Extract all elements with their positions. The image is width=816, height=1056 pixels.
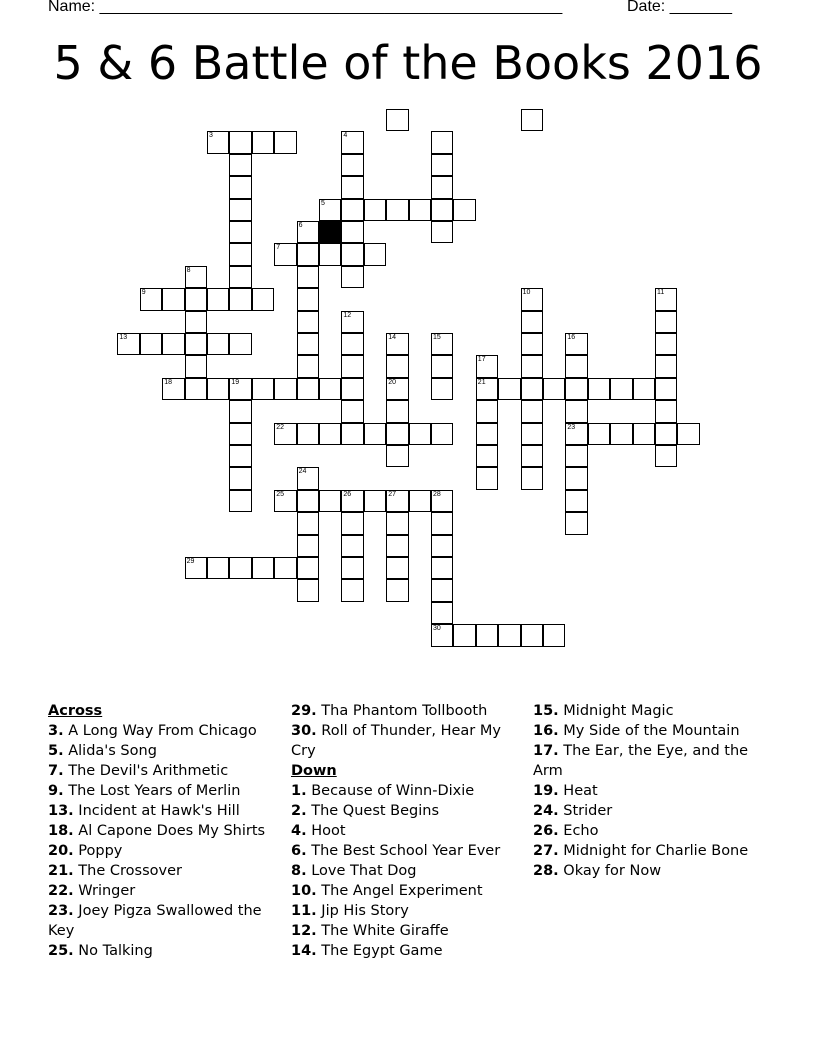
clue-item-text: Strider <box>563 803 613 819</box>
grid-cell[interactable] <box>521 445 543 467</box>
clue-number: 29 <box>186 558 195 565</box>
grid-cell[interactable] <box>341 557 363 579</box>
clue-item-text: Okay for Now <box>563 863 662 879</box>
down-heading: Down <box>291 763 337 779</box>
grid-cell[interactable] <box>229 333 251 355</box>
clue-number: 10 <box>522 289 531 297</box>
grid-cell[interactable] <box>341 490 363 512</box>
clue-item-text: Jip His Story <box>321 903 409 919</box>
grid-cell[interactable] <box>386 355 408 377</box>
clue-item-number: 13. <box>48 803 74 819</box>
clue-item-text: Midnight for Charlie Bone <box>563 843 749 859</box>
clue-number: 7 <box>276 244 281 252</box>
clue-number: 26 <box>343 490 352 498</box>
grid-cell[interactable] <box>297 423 319 445</box>
grid-cell[interactable] <box>610 423 632 445</box>
clue-item <box>48 801 276 821</box>
grid-cell[interactable] <box>431 378 453 400</box>
clue-number: 23 <box>567 423 576 431</box>
grid-cell[interactable] <box>229 243 251 265</box>
grid-cell[interactable] <box>319 490 341 512</box>
clue-item-text: Hoot <box>311 823 346 839</box>
grid-cell[interactable] <box>364 423 386 445</box>
clue-number: 13 <box>119 334 128 341</box>
grid-cell[interactable] <box>364 199 386 221</box>
grid-cell[interactable] <box>565 467 587 489</box>
clue-item-text: The Crossover <box>78 863 182 879</box>
clue-number: 27 <box>388 490 396 498</box>
grid-cell[interactable] <box>498 378 520 400</box>
grid-cell[interactable] <box>207 131 229 153</box>
grid-cell[interactable] <box>229 445 251 467</box>
clue-item-text: Poppy <box>78 843 123 859</box>
clue-number: 3 <box>209 132 213 140</box>
clue-item-number: 22. <box>48 883 74 899</box>
clue-item-text: The Egypt Game <box>321 943 443 959</box>
grid-cell[interactable] <box>431 131 453 153</box>
grid-cell[interactable] <box>565 445 587 467</box>
grid-cell[interactable] <box>521 333 543 355</box>
grid-cell[interactable] <box>431 490 453 512</box>
clue-item-text: Incident at Hawk's Hill <box>78 803 240 819</box>
clue-item-text: The Devil's Arithmetic <box>68 763 229 779</box>
clue-item <box>48 861 276 881</box>
clue-item-number: 27. <box>533 843 559 859</box>
grid-black-cell <box>319 221 341 243</box>
clue-item-text: The White Giraffe <box>321 923 449 939</box>
grid-cell[interactable] <box>521 467 543 489</box>
grid-cell[interactable] <box>431 602 453 624</box>
clue-number: 4 <box>343 132 348 140</box>
clue-item <box>533 781 768 801</box>
clue-number: 20 <box>388 378 396 386</box>
grid-cell[interactable] <box>185 333 207 355</box>
clue-item-number: 23. <box>48 903 74 919</box>
grid-cell[interactable] <box>341 400 363 422</box>
grid-cell[interactable] <box>252 288 274 310</box>
clue-item-number: 8. <box>291 863 307 879</box>
grid-cell[interactable] <box>297 311 319 333</box>
grid-cell[interactable] <box>297 557 319 579</box>
name-field-label[interactable]: Name: ____________________________________________________ <box>48 0 563 15</box>
clue-item-number: 14. <box>291 943 317 959</box>
clue-item-number: 25. <box>48 943 74 959</box>
clue-item-text: Tha Phantom Tollbooth <box>321 703 488 719</box>
grid-cell[interactable] <box>476 624 498 646</box>
grid-cell[interactable] <box>476 467 498 489</box>
clue-number: 15 <box>433 334 441 341</box>
grid-cell[interactable] <box>633 423 655 445</box>
grid-cell[interactable] <box>319 199 341 221</box>
grid-cell[interactable] <box>521 109 543 131</box>
clue-item-number: 2. <box>291 803 307 819</box>
clue-number: 25 <box>276 490 284 498</box>
grid-cell[interactable] <box>341 355 363 377</box>
grid-cell[interactable] <box>386 490 408 512</box>
clue-item-number: 20. <box>48 843 74 859</box>
clue-item <box>48 901 276 941</box>
grid-cell[interactable] <box>409 423 431 445</box>
grid-cell[interactable] <box>117 333 139 355</box>
clue-number: 14 <box>388 334 396 341</box>
clue-item <box>48 841 276 861</box>
clue-item <box>291 921 523 941</box>
grid-cell[interactable] <box>140 333 162 355</box>
grid-cell[interactable] <box>431 333 453 355</box>
grid-cell[interactable] <box>185 378 207 400</box>
grid-cell[interactable] <box>341 333 363 355</box>
clue-item <box>533 701 768 721</box>
grid-cell[interactable] <box>341 154 363 176</box>
grid-cell[interactable] <box>543 624 565 646</box>
grid-cell[interactable] <box>341 176 363 198</box>
clue-item-number: 21. <box>48 863 74 879</box>
grid-cell[interactable] <box>162 288 184 310</box>
grid-cell[interactable] <box>386 378 408 400</box>
clue-item-text: Heat <box>563 783 598 799</box>
clue-item <box>48 721 276 741</box>
clue-number: 12 <box>343 311 352 319</box>
grid-cell[interactable] <box>297 221 319 243</box>
puzzle-title: 5 & 6 Battle of the Books 2016 <box>53 36 763 90</box>
grid-cell[interactable] <box>364 490 386 512</box>
clue-number: 17 <box>477 356 486 364</box>
clue-item-number: 12. <box>291 923 317 939</box>
grid-cell[interactable] <box>252 557 274 579</box>
clue-number: 18 <box>164 378 172 386</box>
grid-cell[interactable] <box>319 243 341 265</box>
grid-cell[interactable] <box>229 266 251 288</box>
grid-cell[interactable] <box>341 311 363 333</box>
clue-item-text: Al Capone Does My Shirts <box>78 823 266 839</box>
grid-cell[interactable] <box>341 535 363 557</box>
grid-cell[interactable] <box>521 378 543 400</box>
across-clue-list-continued <box>291 701 523 761</box>
clue-item-text: Wringer <box>78 883 136 899</box>
clue-number: 24 <box>298 468 307 476</box>
clue-item <box>533 821 768 841</box>
grid-cell[interactable] <box>274 243 296 265</box>
grid-cell[interactable] <box>655 288 677 310</box>
clue-item <box>48 781 276 801</box>
grid-cell[interactable] <box>297 535 319 557</box>
clue-item <box>48 821 276 841</box>
grid-cell[interactable] <box>297 355 319 377</box>
grid-cell[interactable] <box>565 400 587 422</box>
grid-cell[interactable] <box>565 333 587 355</box>
clue-number: 11 <box>657 289 665 297</box>
across-heading: Across <box>48 703 103 719</box>
grid-cell[interactable] <box>476 423 498 445</box>
date-field-label[interactable]: Date: _______ <box>627 0 732 15</box>
clue-item-number: 3. <box>48 723 64 739</box>
grid-cell[interactable] <box>655 333 677 355</box>
grid-cell[interactable] <box>409 199 431 221</box>
grid-cell[interactable] <box>386 557 408 579</box>
grid-cell[interactable] <box>588 423 610 445</box>
clue-item-number: 28. <box>533 863 559 879</box>
clue-item-number: 15. <box>533 703 559 719</box>
clue-item-text: Alida's Song <box>68 743 157 759</box>
clue-item-number: 1. <box>291 783 307 799</box>
clue-item <box>291 881 523 901</box>
clue-item <box>533 741 768 781</box>
grid-cell[interactable] <box>386 199 408 221</box>
grid-cell[interactable] <box>162 378 184 400</box>
grid-cell[interactable] <box>229 467 251 489</box>
grid-cell[interactable] <box>319 423 341 445</box>
grid-cell[interactable] <box>297 266 319 288</box>
clue-item-number: 9. <box>48 783 64 799</box>
grid-cell[interactable] <box>565 378 587 400</box>
grid-cell[interactable] <box>185 311 207 333</box>
clue-item-text: Echo <box>563 823 599 839</box>
clue-item-text: Joey Pigza Swallowed the Key <box>48 903 262 939</box>
grid-cell[interactable] <box>229 423 251 445</box>
grid-cell[interactable] <box>677 423 699 445</box>
clue-item-text: Roll of Thunder, Hear My Cry <box>291 723 501 759</box>
clue-item-number: 6. <box>291 843 307 859</box>
grid-cell[interactable] <box>341 423 363 445</box>
clue-item-number: 5. <box>48 743 64 759</box>
grid-cell[interactable] <box>229 221 251 243</box>
clue-item-text: No Talking <box>78 943 153 959</box>
grid-cell[interactable] <box>431 423 453 445</box>
grid-cell[interactable] <box>431 512 453 534</box>
grid-cell[interactable] <box>229 490 251 512</box>
grid-cell[interactable] <box>476 400 498 422</box>
clue-item-text: The Lost Years of Merlin <box>68 783 241 799</box>
clue-item <box>48 881 276 901</box>
clue-number: 22 <box>276 423 284 431</box>
grid-cell[interactable] <box>386 445 408 467</box>
clue-item <box>291 841 523 861</box>
clue-item <box>533 841 768 861</box>
grid-cell[interactable] <box>297 288 319 310</box>
grid-cell[interactable] <box>229 400 251 422</box>
clue-item-number: 29. <box>291 703 317 719</box>
grid-cell[interactable] <box>297 243 319 265</box>
clue-item-text: The Angel Experiment <box>321 883 483 899</box>
clue-number: 16 <box>567 334 576 341</box>
grid-cell[interactable] <box>341 243 363 265</box>
grid-cell[interactable] <box>543 378 565 400</box>
grid-cell[interactable] <box>341 221 363 243</box>
grid-cell[interactable] <box>588 378 610 400</box>
grid-cell[interactable] <box>655 378 677 400</box>
clue-number: 8 <box>186 266 191 274</box>
grid-cell[interactable] <box>386 333 408 355</box>
clue-item <box>291 781 523 801</box>
grid-cell[interactable] <box>274 490 296 512</box>
grid-cell[interactable] <box>229 378 251 400</box>
grid-cell[interactable] <box>476 445 498 467</box>
grid-cell[interactable] <box>364 243 386 265</box>
clue-item-text: The Best School Year Ever <box>311 843 501 859</box>
grid-cell[interactable] <box>655 355 677 377</box>
clue-item-number: 11. <box>291 903 317 919</box>
clue-item <box>291 801 523 821</box>
clue-item <box>291 901 523 921</box>
grid-cell[interactable] <box>386 579 408 601</box>
grid-cell[interactable] <box>252 131 274 153</box>
down-clue-list <box>291 781 523 961</box>
grid-cell[interactable] <box>229 154 251 176</box>
grid-cell[interactable] <box>431 355 453 377</box>
grid-cell[interactable] <box>409 490 431 512</box>
across-clue-list <box>48 721 276 961</box>
clue-number: 6 <box>298 222 303 229</box>
grid-cell[interactable] <box>341 378 363 400</box>
grid-cell[interactable] <box>431 624 453 646</box>
clue-item-number: 7. <box>48 763 64 779</box>
grid-cell[interactable] <box>185 355 207 377</box>
grid-cell[interactable] <box>274 423 296 445</box>
grid-cell[interactable] <box>521 355 543 377</box>
grid-cell[interactable] <box>207 333 229 355</box>
clue-item <box>291 861 523 881</box>
grid-cell[interactable] <box>431 154 453 176</box>
grid-cell[interactable] <box>521 288 543 310</box>
grid-cell[interactable] <box>655 445 677 467</box>
clue-number: 19 <box>231 378 240 386</box>
grid-cell[interactable] <box>453 624 475 646</box>
grid-cell[interactable] <box>229 131 251 153</box>
clue-item <box>533 801 768 821</box>
grid-cell[interactable] <box>274 131 296 153</box>
grid-cell[interactable] <box>297 467 319 489</box>
grid-cell[interactable] <box>431 221 453 243</box>
clue-item-number: 26. <box>533 823 559 839</box>
grid-cell[interactable] <box>297 333 319 355</box>
grid-cell[interactable] <box>386 423 408 445</box>
grid-cell[interactable] <box>252 378 274 400</box>
grid-cell[interactable] <box>655 423 677 445</box>
clue-number: 9 <box>141 289 146 297</box>
clue-item <box>533 721 768 741</box>
clue-item-number: 4. <box>291 823 307 839</box>
grid-cell[interactable] <box>431 176 453 198</box>
grid-cell[interactable] <box>341 266 363 288</box>
clue-item-number: 16. <box>533 723 559 739</box>
grid-cell[interactable] <box>229 199 251 221</box>
clue-column-2 <box>291 701 523 961</box>
grid-cell[interactable] <box>207 557 229 579</box>
clue-item <box>291 941 523 961</box>
grid-cell[interactable] <box>274 378 296 400</box>
clue-item <box>291 821 523 841</box>
clue-item-number: 17. <box>533 743 559 759</box>
grid-cell[interactable] <box>297 512 319 534</box>
grid-cell[interactable] <box>207 288 229 310</box>
grid-cell[interactable] <box>521 624 543 646</box>
grid-cell[interactable] <box>498 624 520 646</box>
grid-cell[interactable] <box>610 378 632 400</box>
grid-cell[interactable] <box>565 512 587 534</box>
grid-cell[interactable] <box>431 535 453 557</box>
grid-cell[interactable] <box>162 333 184 355</box>
clue-item-text: The Ear, the Eye, and the Arm <box>533 743 749 779</box>
clue-item <box>291 721 523 761</box>
clue-number: 30 <box>433 625 441 633</box>
clue-item-number: 18. <box>48 823 74 839</box>
clue-item-text: Because of Winn-Dixie <box>311 783 475 799</box>
clue-item-number: 10. <box>291 883 317 899</box>
grid-cell[interactable] <box>274 557 296 579</box>
clue-column-1 <box>48 701 276 961</box>
grid-cell[interactable] <box>565 355 587 377</box>
grid-cell[interactable] <box>565 490 587 512</box>
grid-cell[interactable] <box>297 490 319 512</box>
clue-item-text: The Quest Begins <box>311 803 440 819</box>
grid-cell[interactable] <box>297 378 319 400</box>
grid-cell[interactable] <box>341 579 363 601</box>
grid-cell[interactable] <box>453 199 475 221</box>
clue-item <box>48 761 276 781</box>
grid-cell[interactable] <box>207 378 229 400</box>
clue-item <box>533 861 768 881</box>
grid-cell[interactable] <box>521 311 543 333</box>
clue-number: 21 <box>477 378 486 386</box>
grid-cell[interactable] <box>185 266 207 288</box>
grid-cell[interactable] <box>633 378 655 400</box>
clue-item <box>48 741 276 761</box>
grid-cell[interactable] <box>655 400 677 422</box>
grid-cell[interactable] <box>140 288 162 310</box>
clue-item-number: 19. <box>533 783 559 799</box>
grid-cell[interactable] <box>185 557 207 579</box>
grid-cell[interactable] <box>341 199 363 221</box>
grid-cell[interactable] <box>386 109 408 131</box>
grid-cell[interactable] <box>341 131 363 153</box>
grid-cell[interactable] <box>521 423 543 445</box>
grid-cell[interactable] <box>431 199 453 221</box>
clue-item-number: 24. <box>533 803 559 819</box>
grid-cell[interactable] <box>319 378 341 400</box>
clue-number: 5 <box>321 199 325 207</box>
grid-cell[interactable] <box>476 378 498 400</box>
grid-cell[interactable] <box>341 512 363 534</box>
clue-column-3 <box>533 701 768 881</box>
grid-cell[interactable] <box>565 423 587 445</box>
grid-cell[interactable] <box>476 355 498 377</box>
grid-cell[interactable] <box>229 288 251 310</box>
clue-item-text: A Long Way From Chicago <box>68 723 257 739</box>
clue-item <box>291 701 523 721</box>
grid-cell[interactable] <box>386 400 408 422</box>
grid-cell[interactable] <box>521 400 543 422</box>
grid-cell[interactable] <box>431 557 453 579</box>
grid-cell[interactable] <box>229 176 251 198</box>
clue-item-number: 30. <box>291 723 317 739</box>
grid-cell[interactable] <box>655 311 677 333</box>
clue-number: 28 <box>433 490 441 498</box>
clue-item-text: Love That Dog <box>311 863 417 879</box>
clue-item <box>48 941 276 961</box>
grid-cell[interactable] <box>386 535 408 557</box>
grid-cell[interactable] <box>386 512 408 534</box>
grid-cell[interactable] <box>431 579 453 601</box>
clue-item-text: My Side of the Mountain <box>563 723 740 739</box>
down-clue-list-continued <box>533 701 768 881</box>
clue-item-text: Midnight Magic <box>563 703 674 719</box>
grid-cell[interactable] <box>229 557 251 579</box>
grid-cell[interactable] <box>185 288 207 310</box>
grid-cell[interactable] <box>297 579 319 601</box>
